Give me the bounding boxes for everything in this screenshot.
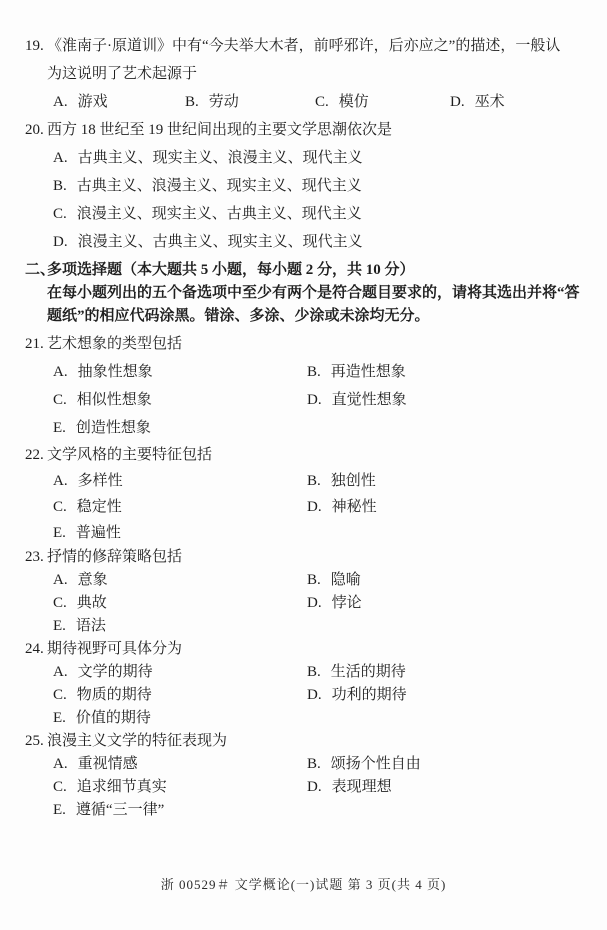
option-row	[53, 592, 589, 615]
question-25	[0, 730, 607, 822]
option-text: 价值的期待	[75, 710, 151, 726]
option-label: A.	[53, 572, 68, 588]
option-E	[53, 799, 307, 822]
page-footer: 浙 00529＃ 文学概论(一)试题 第 3 页(共 4 页)	[160, 877, 447, 892]
options	[47, 569, 589, 638]
option-row	[53, 520, 589, 546]
option-label: E.	[53, 710, 66, 726]
option-text: 抽象性想象	[77, 364, 153, 380]
option-row	[53, 799, 589, 822]
option-label: B.	[307, 364, 321, 380]
option-text: 遵循“三一律”	[75, 802, 165, 818]
question-text	[47, 32, 589, 88]
question-20	[0, 116, 607, 256]
section-instructions	[47, 282, 589, 328]
option-text: 重视情感	[77, 756, 138, 772]
section-title: 多项选择题（本大题共 5 小题，每小题 2 分，共 10 分）	[47, 262, 415, 278]
option-text: 语法	[75, 618, 106, 634]
option-label: D.	[307, 779, 322, 795]
option-label: D.	[307, 392, 322, 408]
option-label: D.	[450, 94, 465, 110]
option-text: 创造性想象	[75, 420, 151, 436]
option-text: 悖论	[331, 595, 362, 611]
question-text-line: 艺术想象的类型包括	[47, 336, 183, 352]
question-number: 21.	[25, 336, 44, 352]
option-A	[53, 569, 307, 592]
option-text: 追求细节真实	[76, 779, 167, 795]
option-text: 普遍性	[75, 525, 121, 541]
options	[47, 661, 589, 730]
question-text-line: 期待视野可具体分为	[47, 641, 183, 657]
option-B	[307, 358, 406, 386]
option-B	[53, 172, 362, 200]
option-A	[53, 753, 307, 776]
option-text: 神秘性	[331, 499, 377, 515]
option-label: B.	[307, 572, 321, 588]
option-B	[307, 468, 376, 494]
option-D	[307, 776, 392, 799]
option-text: 物质的期待	[76, 687, 152, 703]
option-C	[53, 386, 307, 414]
option-A	[53, 144, 363, 172]
option-B	[307, 661, 406, 684]
option-text: 多样性	[77, 473, 123, 489]
option-row	[53, 88, 589, 116]
option-label: D.	[307, 687, 322, 703]
option-label: E.	[53, 802, 66, 818]
question-text	[47, 116, 589, 144]
option-row	[53, 200, 589, 228]
option-B	[307, 569, 361, 592]
option-row	[53, 776, 589, 799]
option-text: 模仿	[338, 94, 369, 110]
option-row	[53, 684, 589, 707]
options	[47, 753, 589, 822]
option-label: A.	[53, 473, 68, 489]
option-label: C.	[53, 206, 67, 222]
option-label: E.	[53, 420, 66, 436]
option-A	[53, 661, 307, 684]
question-text	[47, 638, 589, 661]
option-D	[307, 592, 362, 615]
option-row	[53, 228, 589, 256]
option-text: 古典主义、现实主义、浪漫主义、现代主义	[77, 150, 363, 166]
option-text: 颂扬个性自由	[330, 756, 421, 772]
option-text: 典故	[76, 595, 107, 611]
option-label: C.	[53, 499, 67, 515]
option-label: C.	[53, 779, 67, 795]
option-D	[53, 228, 363, 256]
question-number: 22.	[25, 447, 44, 463]
option-row	[53, 753, 589, 776]
section-marker: 二、	[25, 262, 56, 278]
option-label: E.	[53, 525, 66, 541]
question-number: 19.	[25, 38, 44, 54]
option-label: B.	[307, 473, 321, 489]
question-19	[0, 32, 607, 116]
option-row	[53, 468, 589, 494]
questions-part1	[0, 32, 607, 256]
question-21	[0, 330, 607, 442]
question-text-line: 为这说明了艺术起源于	[47, 66, 198, 82]
question-number: 25.	[25, 733, 44, 749]
option-E	[53, 414, 307, 442]
option-row	[53, 358, 589, 386]
question-text-line: 抒情的修辞策略包括	[47, 549, 183, 565]
question-number: 20.	[25, 122, 44, 138]
option-label: B.	[53, 178, 67, 194]
question-22	[0, 442, 607, 546]
option-text: 相似性想象	[76, 392, 152, 408]
option-text: 稳定性	[76, 499, 122, 515]
option-row	[53, 615, 589, 638]
option-B	[185, 88, 315, 116]
option-text: 浪漫主义、现实主义、古典主义、现代主义	[76, 206, 362, 222]
option-row	[53, 386, 589, 414]
option-A	[53, 358, 307, 386]
options	[47, 144, 589, 256]
option-C	[315, 88, 450, 116]
option-text: 独创性	[330, 473, 376, 489]
option-text: 表现理想	[331, 779, 392, 795]
option-C	[53, 776, 307, 799]
option-row	[53, 494, 589, 520]
option-label: C.	[53, 687, 67, 703]
option-label: A.	[53, 664, 68, 680]
question-24	[0, 638, 607, 730]
options	[47, 468, 589, 546]
question-23	[0, 546, 607, 638]
option-text: 文学的期待	[77, 664, 153, 680]
option-text: 古典主义、浪漫主义、现实主义、现代主义	[76, 178, 362, 194]
option-text: 直觉性想象	[331, 392, 407, 408]
option-label: D.	[307, 595, 322, 611]
option-label: E.	[53, 618, 66, 634]
option-D	[307, 386, 407, 414]
option-row	[53, 172, 589, 200]
options	[47, 88, 589, 116]
section-multiple-choice-header	[0, 259, 607, 328]
option-C	[53, 684, 307, 707]
option-label: A.	[53, 150, 68, 166]
option-label: D.	[53, 234, 68, 250]
option-C	[53, 494, 307, 520]
option-D	[307, 494, 377, 520]
option-text: 劳动	[208, 94, 239, 110]
question-text	[47, 330, 589, 358]
option-A	[53, 88, 185, 116]
instruction-line: 在每小题列出的五个备选项中至少有两个是符合题目要求的，请将其选出并将“答	[47, 285, 580, 301]
option-text: 功利的期待	[331, 687, 407, 703]
option-text: 巫术	[474, 94, 505, 110]
option-C	[53, 592, 307, 615]
option-text: 再造性想象	[330, 364, 406, 380]
option-row	[53, 661, 589, 684]
option-label: A.	[53, 94, 68, 110]
option-row	[53, 144, 589, 172]
option-text: 生活的期待	[330, 664, 406, 680]
option-D	[450, 88, 505, 116]
option-row	[53, 414, 589, 442]
option-text: 意象	[77, 572, 108, 588]
option-row	[53, 569, 589, 592]
option-label: B.	[307, 756, 321, 772]
option-D	[307, 684, 407, 707]
option-label: B.	[307, 664, 321, 680]
question-number: 24.	[25, 641, 44, 657]
option-label: C.	[53, 595, 67, 611]
option-text: 浪漫主义、古典主义、现实主义、现代主义	[77, 234, 363, 250]
option-E	[53, 707, 307, 730]
question-text-line: 西方 18 世纪至 19 世纪间出现的主要文学思潮依次是	[47, 122, 393, 138]
option-label: C.	[53, 392, 67, 408]
question-text	[47, 730, 589, 753]
options	[47, 358, 589, 442]
option-label: A.	[53, 756, 68, 772]
question-text	[47, 546, 589, 569]
option-text: 游戏	[77, 94, 108, 110]
option-E	[53, 520, 307, 546]
question-number: 23.	[25, 549, 44, 565]
option-text: 隐喻	[330, 572, 361, 588]
question-text	[47, 442, 589, 468]
question-text-line: 《淮南子·原道训》中有“今夫举大木者，前呼邪许，后亦应之”的描述，一般认	[47, 38, 561, 54]
option-label: C.	[315, 94, 329, 110]
option-A	[53, 468, 307, 494]
option-label: D.	[307, 499, 322, 515]
questions-part2	[0, 330, 607, 822]
instruction-line: 题纸”的相应代码涂黑。错涂、多涂、少涂或未涂均无分。	[47, 308, 430, 324]
option-E	[53, 615, 307, 638]
option-row	[53, 707, 589, 730]
option-C	[53, 200, 362, 228]
question-text-line: 文学风格的主要特征包括	[47, 447, 213, 463]
option-label: B.	[185, 94, 199, 110]
question-text-line: 浪漫主义文学的特征表现为	[47, 733, 228, 749]
option-B	[307, 753, 421, 776]
option-label: A.	[53, 364, 68, 380]
